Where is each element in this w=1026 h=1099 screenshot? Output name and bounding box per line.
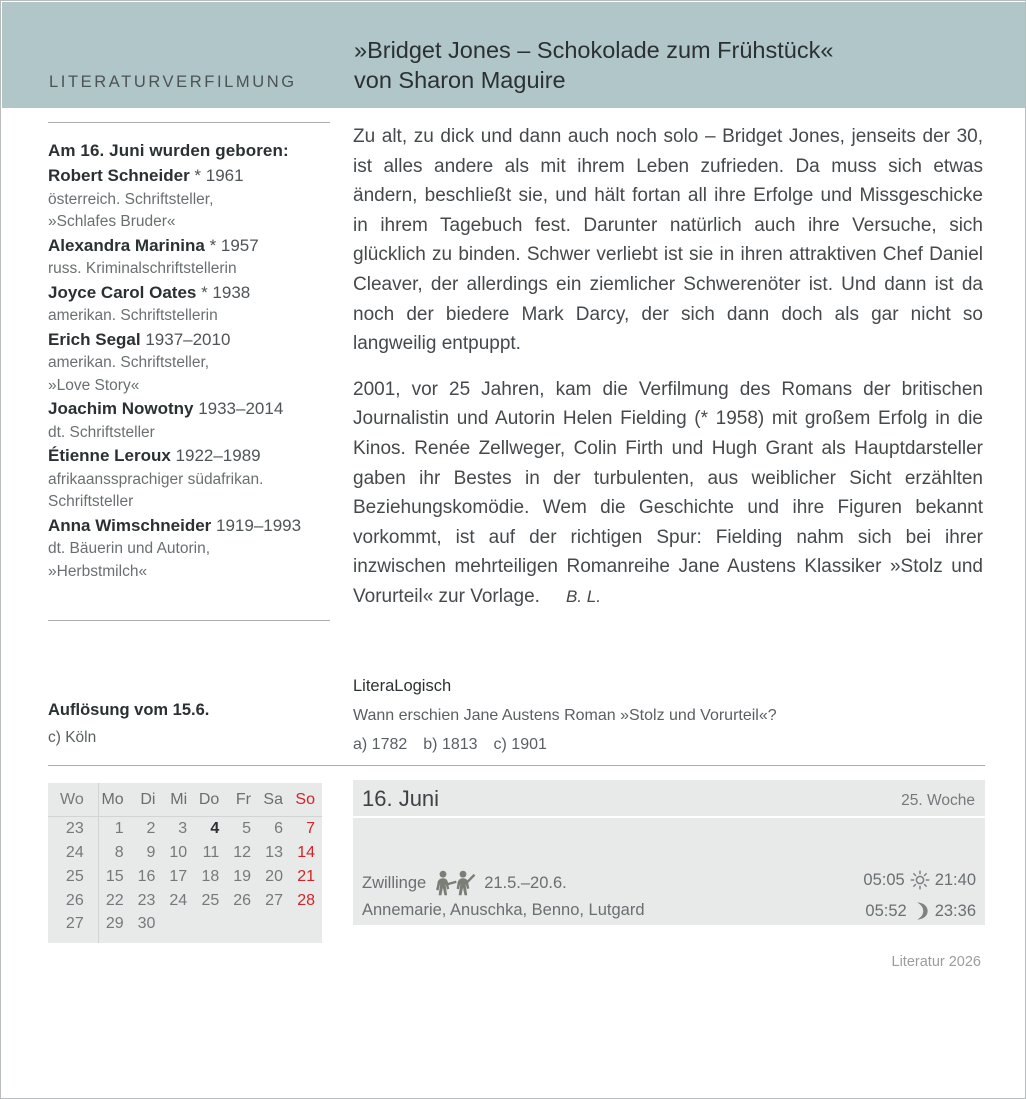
calendar-header-so: So <box>290 783 322 817</box>
solution-title: Auflösung vom 15.6. <box>48 701 210 719</box>
calendar-day[interactable]: 27 <box>265 891 283 909</box>
moon-times-row <box>865 901 976 921</box>
day-detail-panel <box>353 780 985 925</box>
birthday-name: Robert Schneider * 1961 <box>48 166 244 185</box>
calendar-week-row <box>48 865 322 889</box>
sidebar-top-divider <box>48 122 330 123</box>
birthday-description: »Love Story« <box>48 376 140 394</box>
birthday-name: Joyce Carol Oates * 1938 <box>48 282 251 302</box>
calendar-day[interactable]: 24 <box>169 891 188 909</box>
calendar-header-week: Wo <box>48 783 98 817</box>
birthday-heading: Am 16. Juni wurden geboren: <box>48 141 289 160</box>
bottom-divider <box>48 765 985 766</box>
article-paragraph-2-text: 2001, vor 25 Jahren, kam die Verfilmung des Romans der britischen Journalistin und Autorin Helen Fielding (* 1958) mit großem Erfolg in die Kinos. Renée Zellweger, Colin Firth und Hugh Grant als Hauptdarsteller gaben ihr Bestes in der turbulenten, aus weiblicher Sicht erzählten Beziehungskomödie. Wem die Geschichte und ihre Figuren bekannt vorkommt, ist auf der richtigen Spur: Fielding nahm sich bei ihrer inzwischen mehrteiligen Romanreihe Jane Austens Klassiker »Stolz und Vorurteil« zur Vorlage. <box>353 378 983 607</box>
birthday-entry <box>48 397 330 444</box>
quiz-option[interactable]: a) 1782 <box>353 736 408 753</box>
quiz-question: Wann erschien Jane Austens Roman »Stolz und Vorurteil«? <box>353 707 777 724</box>
zodiac-name: Zwillinge <box>362 873 427 892</box>
name-days: Annemarie, Anuschka, Benno, Lutgard <box>362 901 645 919</box>
sun-icon <box>910 870 930 890</box>
calendar-day[interactable]: 23 <box>137 891 156 909</box>
mini-calendar-table <box>48 783 322 943</box>
solution-answer: c) Köln <box>48 729 97 746</box>
calendar-week-number: 26 <box>48 889 98 913</box>
birthday-description: »Schlafes Bruder« <box>48 213 176 230</box>
calendar-week-number: 27 <box>48 913 98 943</box>
birthday-description: dt. Schriftsteller <box>48 423 155 441</box>
birthday-years: 1933–2014 <box>198 399 284 418</box>
calendar-header-fr: Fr <box>226 783 258 817</box>
article-body <box>353 122 983 612</box>
calendar-day[interactable]: 11 <box>202 843 220 861</box>
birthday-years: 1937–2010 <box>145 329 231 349</box>
title-line-2: von Sharon Maguire <box>354 67 566 93</box>
birthday-sidebar <box>48 122 330 583</box>
birthday-description: russ. Kriminalschriftstellerin <box>48 260 237 277</box>
calendar-day-empty <box>258 913 290 943</box>
birthday-years: * 1957 <box>209 235 259 255</box>
calendar-week-row <box>48 841 322 865</box>
calendar-header-sa: Sa <box>258 783 290 817</box>
calendar-day[interactable]: 21 <box>297 867 315 885</box>
calendar-day[interactable]: 18 <box>201 867 220 885</box>
day-info-body <box>353 818 985 925</box>
quiz-title: LiteraLogisch <box>353 677 452 695</box>
calendar-day-empty <box>226 913 258 943</box>
mini-calendar-header-row <box>48 783 322 817</box>
moon-icon <box>912 901 930 921</box>
calendar-day-empty <box>290 913 322 943</box>
calendar-day[interactable]: 9 <box>146 843 156 861</box>
birthday-entry <box>48 234 330 281</box>
calendar-day[interactable]: 5 <box>242 819 251 837</box>
calendar-day[interactable]: 7 <box>306 819 315 837</box>
month-mini-calendar <box>48 783 322 943</box>
calendar-day[interactable]: 20 <box>265 867 283 885</box>
calendar-day[interactable]: 30 <box>137 914 156 932</box>
calendar-header-mo: Mo <box>98 783 130 817</box>
birthday-name: Joachim Nowotny 1933–2014 <box>48 399 284 418</box>
quiz-option[interactable]: b) 1813 <box>423 736 478 753</box>
calendar-day[interactable]: 17 <box>169 867 188 885</box>
quiz-option[interactable]: c) 1901 <box>493 736 547 753</box>
quiz-block <box>353 677 985 754</box>
previous-solution-block <box>48 701 338 747</box>
zodiac-row <box>362 870 567 896</box>
birthday-years: 1919–1993 <box>216 515 302 535</box>
calendar-day[interactable]: 22 <box>105 891 124 909</box>
calendar-day[interactable]: 15 <box>105 867 124 885</box>
day-header <box>353 780 985 818</box>
birthday-entry <box>48 164 330 234</box>
calendar-day-empty <box>162 913 194 943</box>
birthday-description: dt. Bäuerin und Autorin, <box>48 540 211 557</box>
calendar-day-empty <box>194 913 226 943</box>
title-line-1: »Bridget Jones – Schokolade zum Frühstück« <box>354 37 834 63</box>
birthday-entry <box>48 514 330 584</box>
birthday-entry <box>48 281 330 328</box>
week-number-label: 25. Woche <box>901 792 975 809</box>
calendar-week-number: 23 <box>48 817 98 841</box>
calendar-day[interactable]: 2 <box>146 819 156 837</box>
birthday-description: amerikan. Schriftstellerin <box>48 307 218 324</box>
day-date: 16. Juni <box>362 786 440 811</box>
birthday-entry <box>48 328 330 398</box>
birthday-name: Erich Segal 1937–2010 <box>48 329 231 349</box>
calendar-week-row <box>48 889 322 913</box>
birthday-description: österreich. Schriftsteller, <box>48 190 214 208</box>
calendar-day[interactable]: 4 <box>210 819 220 837</box>
zodiac-date-range: 21.5.–20.6. <box>484 873 567 892</box>
calendar-day[interactable]: 6 <box>274 819 283 837</box>
calendar-week-row <box>48 817 322 841</box>
birthday-description: afrikaanssprachiger südafrikan. <box>48 470 264 488</box>
sidebar-bottom-divider <box>48 620 330 621</box>
birthday-name: Anna Wimschneider 1919–1993 <box>48 515 302 535</box>
quiz-options <box>353 736 985 754</box>
sun-times-row <box>863 870 976 890</box>
moonrise-time: 05:52 <box>865 901 907 920</box>
birthday-list <box>48 164 330 583</box>
birthday-name: Étienne Leroux 1922–1989 <box>48 446 261 465</box>
calendar-day[interactable]: 28 <box>297 891 315 909</box>
calendar-day[interactable]: 19 <box>233 867 251 885</box>
footer-note: Literatur 2026 <box>891 954 981 970</box>
sunrise-time: 05:05 <box>863 870 905 889</box>
calendar-day[interactable]: 1 <box>114 819 124 837</box>
calendar-week-row <box>48 913 322 943</box>
birthday-years: * 1961 <box>194 166 244 185</box>
calendar-header-do: Do <box>194 783 226 817</box>
calendar-day[interactable]: 16 <box>137 867 156 885</box>
page-title <box>354 35 1004 95</box>
calendar-day[interactable]: 25 <box>201 891 220 909</box>
sunset-time: 21:40 <box>934 870 976 889</box>
calendar-day[interactable]: 26 <box>233 891 251 909</box>
article-paragraph-1: Zu alt, zu dick und dann auch noch solo – Bridget Jones, jenseits der 30, ist alles andere als mit ihrem Leben zufrieden. Da muss sich etwas ändern, beschließt sie, und hält fortan all ihre Erfolge und Missgeschicke in ihrem Tagebuch fest. Darunter natürlich auch ihre Versuche, sich glücklich zu binden. Schwer verliebt ist sie in ihren attraktiven Chef Daniel Cleaver, der allerdings ein ziemlicher Schwerenöter ist. Und dann ist da noch der biedere Mark Darcy, der sich dann doch als gar nicht so langweilig entpuppt. <box>353 126 983 355</box>
calendar-week-number: 24 <box>48 841 98 865</box>
page-header <box>2 2 1026 108</box>
birthday-years: 1922–1989 <box>175 446 261 465</box>
mini-calendar-body <box>48 817 322 943</box>
calendar-day[interactable]: 3 <box>178 819 188 837</box>
calendar-day[interactable]: 12 <box>233 843 251 861</box>
calendar-day[interactable]: 14 <box>297 843 315 861</box>
birthday-description: amerikan. Schriftsteller, <box>48 354 210 371</box>
gemini-twins-icon <box>434 870 476 896</box>
birthday-years: * 1938 <box>201 282 251 302</box>
calendar-day[interactable]: 10 <box>169 843 188 861</box>
birthday-name: Alexandra Marinina * 1957 <box>48 235 259 255</box>
article-paragraph-2 <box>353 375 983 612</box>
author-initials: B. L. <box>565 586 601 606</box>
calendar-week-number: 25 <box>48 865 98 889</box>
author-initials-wrap <box>540 582 601 612</box>
moonset-time: 23:36 <box>934 901 976 920</box>
birthday-entry <box>48 444 330 514</box>
header-category-label: LITERATURVERFILMUNG <box>49 73 297 91</box>
calendar-header-mi: Mi <box>162 783 194 817</box>
calendar-day[interactable]: 29 <box>105 914 124 932</box>
birthday-description: Schriftsteller <box>48 493 134 510</box>
calendar-day[interactable]: 13 <box>265 843 283 861</box>
birthday-description: »Herbstmilch« <box>48 562 148 580</box>
calendar-header-di: Di <box>131 783 163 817</box>
calendar-day[interactable]: 8 <box>114 843 124 861</box>
